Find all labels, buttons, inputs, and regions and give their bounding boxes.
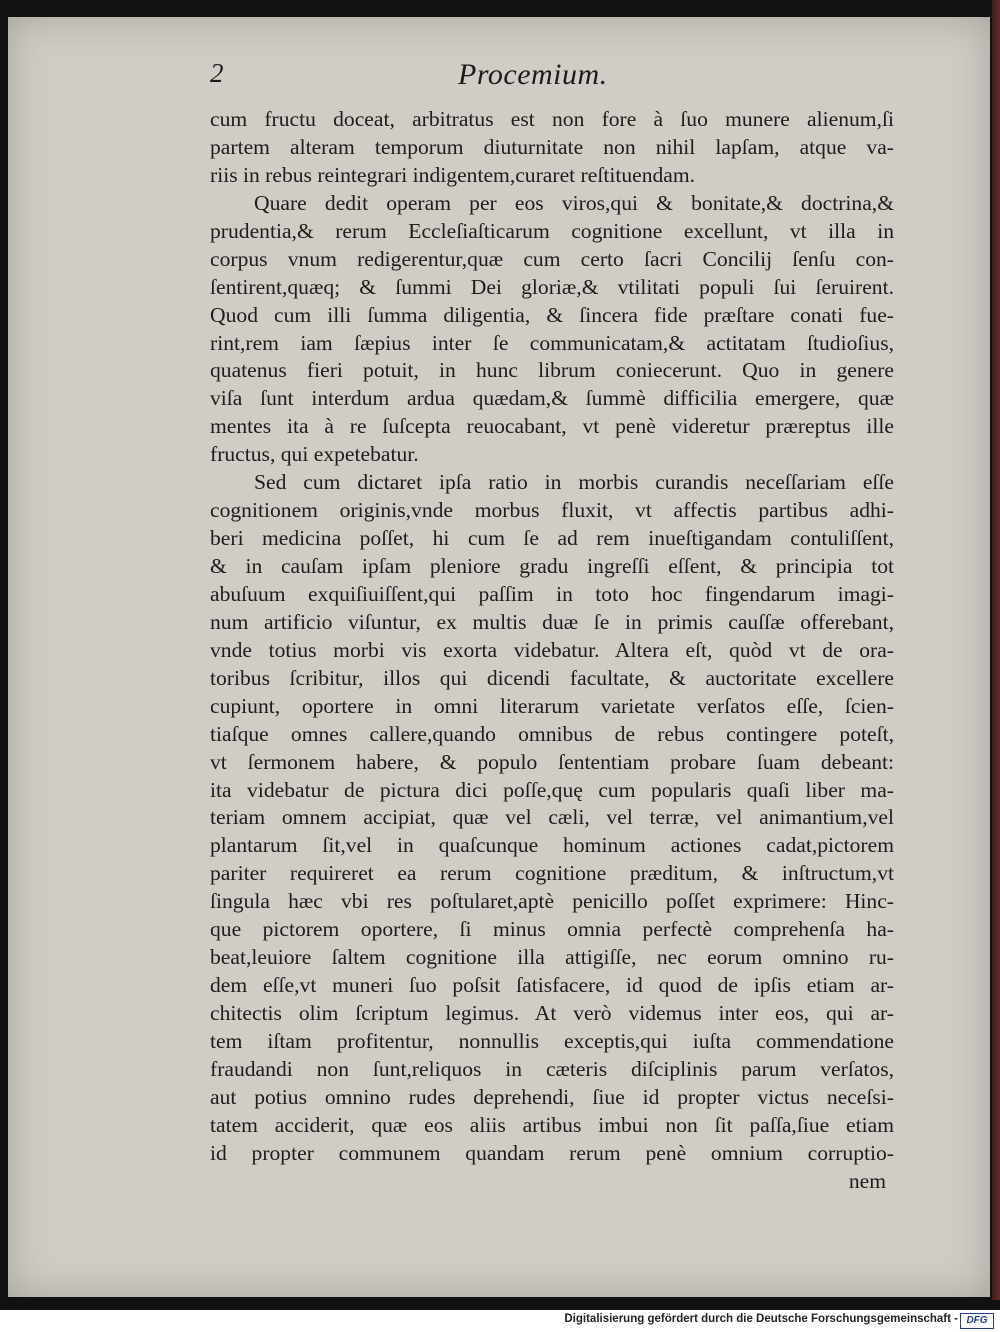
text-line: corpus vnum redigerentur,quæ cum certo ſacri Concilij ſenſu con- — [210, 246, 894, 271]
text-line: ita videbatur de pictura dici poſſe,quę cum popularis quaſi liber ma- — [210, 777, 894, 802]
text-line: cupiunt, oportere in omni literarum varietate verſatos eſſe, ſcien- — [210, 693, 894, 718]
text-line: vt ſermonem habere, & populo ſententiam probare ſuam debeant: — [210, 749, 894, 774]
paragraph-start-line: Sed cum dictaret ipſa ratio in morbis curandis neceſſariam eſſe — [254, 470, 894, 495]
text-line: aut potius omnino rudes deprehendi, ſiue id propter victus neceſsi- — [210, 1084, 894, 1109]
text-line: tiaſque omnes callere,quando omnibus de rebus contingere poteſt, — [210, 721, 894, 746]
text-line: & in cauſam ipſam pleniore gradu ingreſſi eſſent, & principia tot — [210, 554, 894, 578]
text-line: dem eſſe,vt muneri ſuo poſsit ſatisfacere, id quod de ipſis etiam ar- — [210, 973, 894, 998]
text-line: mentes ita à re ſuſcepta reuocabant, vt penè videretur præreptus ille — [210, 414, 894, 439]
text-line: toribus ſcribitur, illos qui dicendi facultate, & auctoritate excellere — [210, 665, 894, 690]
text-line: ſentirent,quæq; & ſummi Dei gloriæ,& vtilitati populi ſui ſeruirent. — [210, 274, 894, 299]
text-line: rint,rem iam ſæpius inter ſe communicatam,& actitatam ſtudioſius, — [210, 330, 894, 355]
paragraph-start-line: Quare dedit operam per eos viros,qui & bonitate,& doctrina,& — [254, 190, 894, 215]
page-number: 2 — [210, 58, 224, 88]
footer-bar — [0, 1310, 1000, 1332]
text-line: tatem acciderit, quæ eos aliis artibus imbui non ſit paſſa,ſiue etiam — [210, 1112, 894, 1137]
text-line: que pictorem oportere, ſi minus omnia perfectè comprehenſa ha- — [210, 917, 894, 942]
text-line: prudentia,& rerum Eccleſiaſticarum cognitione excellunt, vt illa in — [210, 218, 894, 243]
section-title: Procemium. — [458, 58, 608, 91]
text-line: beat,leuiore ſaltem cognitione illa attigiſſe, nec eorum omnino ru- — [210, 945, 894, 970]
text-line: pariter requireret ea rerum cognitione præditum, & inſtructum,vt — [210, 861, 894, 886]
text-line: partem alteram temporum diuturnitate non nihil lapſam, atque va- — [210, 134, 894, 159]
digitization-credit: Digitalisierung gefördert durch die Deutsche Forschungsgemeinschaft - — [564, 1313, 958, 1325]
text-line: quatenus fieri potuit, in hunc librum coniecerunt. Quo in genere — [210, 358, 894, 383]
text-line: beri medicina poſſet, hi cum ſe ad rem inueſtigandam contuliſſent, — [210, 526, 894, 551]
text-line: riis in rebus reintegrari indigentem,curaret reſtituendam. — [210, 162, 696, 187]
catchword: nem — [848, 1168, 886, 1193]
text-line: cum fructu doceat, arbitratus est non fore à ſuo munere alienum,ſi — [210, 107, 894, 131]
text-line: vnde totius morbi vis exorta videbatur. Altera eſt, quòd vt de ora- — [210, 637, 894, 662]
text-line: tem iſtam profitentur, nonnullis exceptis,qui iuſta commendatione — [210, 1028, 894, 1053]
dfg-logo: DFG — [960, 1313, 994, 1329]
text-line: fraudandi non ſunt,reliquos in cæteris diſciplinis parum verſatos, — [210, 1056, 894, 1081]
book-edge — [992, 0, 1000, 1300]
text-line: Quod cum illi ſumma diligentia, & ſincera fide præſtare conati fue- — [210, 302, 894, 327]
text-line: id propter communem quandam rerum penè omnium corruptio- — [210, 1140, 894, 1165]
body-text — [210, 106, 894, 1196]
text-line: plantarum ſit,vel in quaſcunque hominum actiones cadat,pictorem — [210, 833, 894, 858]
text-line: viſa ſunt interdum ardua quædam,& ſummè difficilia emergere, quæ — [210, 386, 894, 411]
text-line: chitectis olim ſcriptum legimus. At verò videmus inter eos, qui ar- — [210, 1001, 894, 1025]
running-head — [210, 58, 660, 98]
text-line: fructus, qui expetebatur. — [210, 442, 419, 467]
text-line: ſingula hæc vbi res poſtularet,aptè penicillo poſſet exprimere: Hinc- — [210, 889, 894, 914]
text-line: num artificio viſuntur, ex multis duæ ſe in primis cauſſæ offerebant, — [210, 609, 894, 634]
text-line: teriam omnem accipiat, quæ vel cæli, vel terræ, vel animantium,vel — [210, 805, 894, 830]
text-line: cognitionem originis,vnde morbus fluxit, vt affectis partibus adhi- — [210, 498, 894, 523]
text-line: abuſuum exquiſiuiſſent,qui paſſim in toto hoc fingendarum imagi- — [210, 581, 894, 606]
